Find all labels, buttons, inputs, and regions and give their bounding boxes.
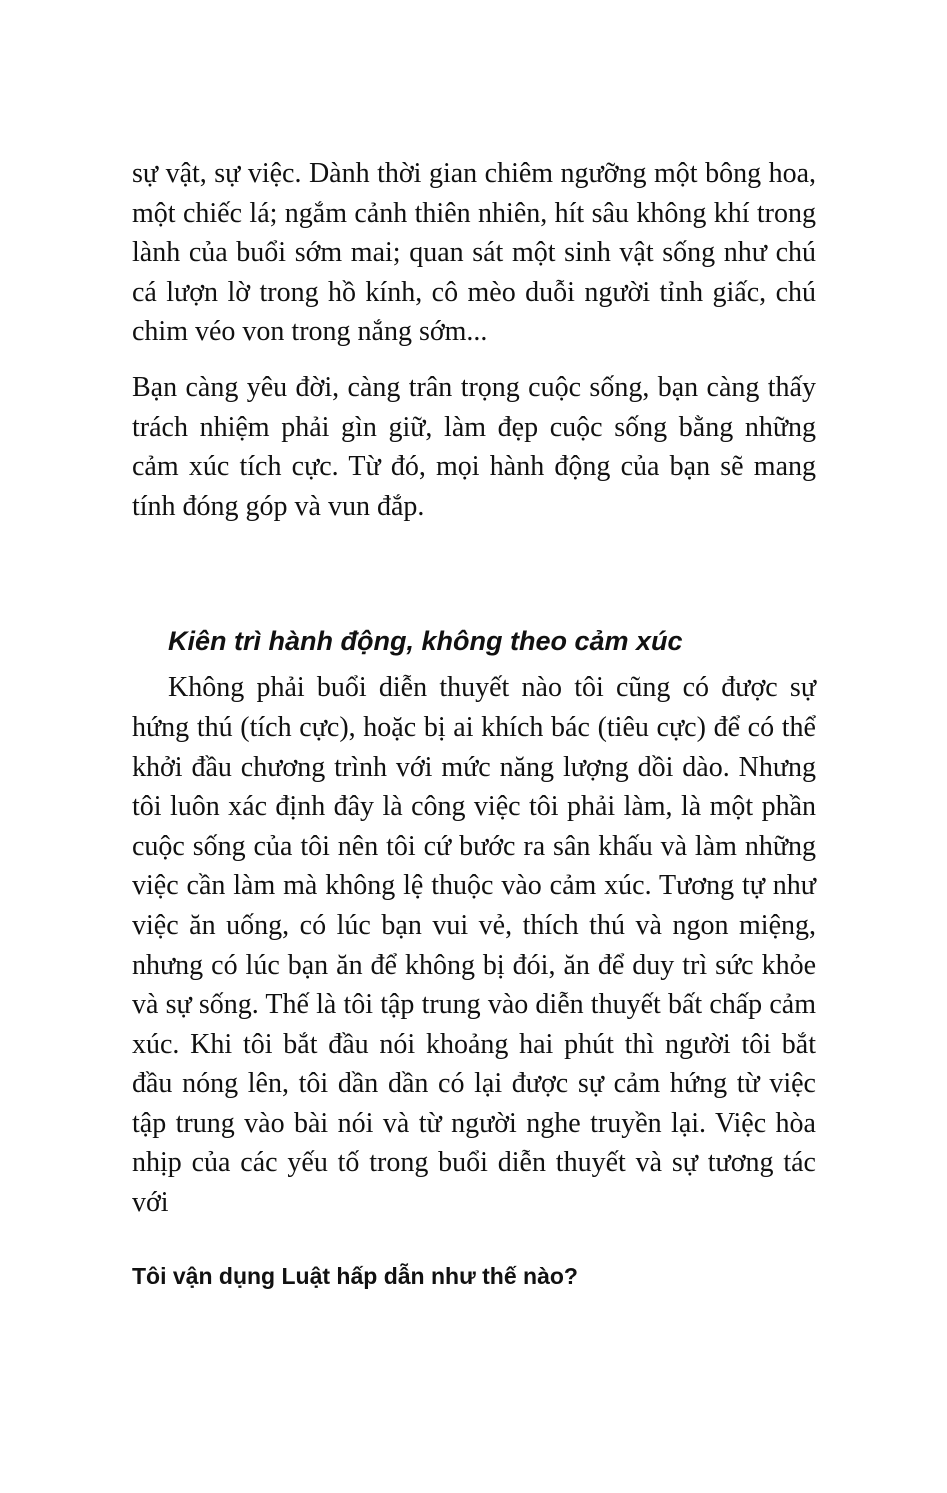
paragraph-1: sự vật, sự việc. Dành thời gian chiêm ngưỡng một bông hoa, một chiếc lá; ngắm cảnh thiên nhiên, hít sâu không khí trong lành của buổi sớm mai; quan sát một sinh vật sống như chú cá lượn lờ trong hồ kính, cô mèo duỗi người tỉnh giấc, chú chim véo von trong nắng sớm...: [132, 158, 816, 348]
running-footer-title: Tôi vận dụng Luật hấp dẫn như thế nào?: [132, 1262, 578, 1289]
paragraph-3: Không phải buổi diễn thuyết nào tôi cũng có được sự hứng thú (tích cực), hoặc bị ai khích bác (tiêu cực) để có thể khởi đầu chương trình với mức năng lượng dồi dào. Nhưng tôi luôn xác định đây là công việc tôi phải làm, là một phần cuộc sống của tôi nên tôi cứ bước ra sân khấu và làm những việc cần làm mà không lệ thuộc vào cảm xúc. Tương tự như việc ăn uống, có lúc bạn vui vẻ, thích thú và ngon miệng, nhưng có lúc bạn ăn để không bị đói, ăn để duy trì sức khỏe và sự sống. Thế là tôi tập trung vào diễn thuyết bất chấp cảm xúc. Khi tôi bắt đầu nói khoảng hai phút thì người tôi bắt đầu nóng lên, tôi dần dần có lại được sự cảm hứng từ việc tập trung vào bài nói và từ người nghe truyền lại. Việc hòa nhịp của các yếu tố trong buổi diễn thuyết và sự tương tác với: [132, 672, 816, 1219]
section-heading: Kiên trì hành động, không theo cảm xúc: [168, 626, 683, 657]
paragraph-2: Bạn càng yêu đời, càng trân trọng cuộc sống, bạn càng thấy trách nhiệm phải gìn giữ, làm đẹp cuộc sống bằng những cảm xúc tích cực. Từ đó, mọi hành động của bạn sẽ mang tính đóng góp và vun đắp.: [132, 371, 816, 522]
page-content: [132, 150, 816, 1291]
